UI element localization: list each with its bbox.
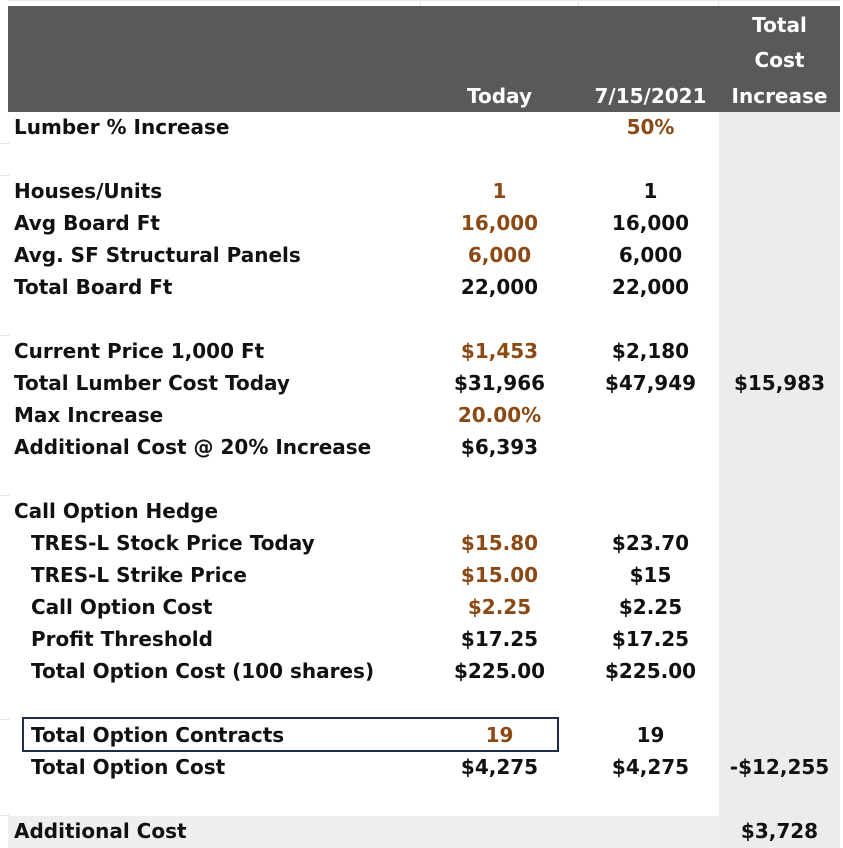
value-threshold-today: $17.25 [460, 627, 539, 651]
header-total-line1: Total [752, 13, 807, 37]
value-board-ft-date: 16,000 [611, 211, 690, 235]
label-strike: TRES-L Strike Price [31, 563, 247, 587]
value-contracts-today: 19 [485, 723, 514, 747]
value-lumber-cost-date: $47,949 [604, 371, 697, 395]
value-price-date: $2,180 [611, 339, 690, 363]
label-max-increase: Max Increase [14, 403, 164, 427]
value-option-cost-today: $2.25 [467, 595, 532, 619]
label-total-opt-100: Total Option Cost (100 shares) [31, 659, 375, 683]
value-strike-date: $15 [629, 563, 672, 587]
value-lumber-pct: 50% [626, 115, 675, 139]
value-total-opt-100-today: $225.00 [453, 659, 546, 683]
value-houses-today: 1 [492, 179, 507, 203]
value-stock-price-today: $15.80 [460, 531, 539, 555]
label-panels: Avg. SF Structural Panels [14, 243, 301, 267]
label-total-board: Total Board Ft [14, 275, 173, 299]
value-total-opt-date: $4,275 [611, 755, 690, 779]
section-call-option-hedge: Call Option Hedge [14, 499, 219, 523]
value-lumber-cost-total: $15,983 [733, 371, 826, 395]
label-option-cost: Call Option Cost [31, 595, 213, 619]
value-price-today: $1,453 [460, 339, 539, 363]
value-total-opt-100-date: $225.00 [604, 659, 697, 683]
label-contracts: Total Option Contracts [31, 723, 285, 747]
value-option-cost-date: $2.25 [618, 595, 683, 619]
label-lumber-pct: Lumber % Increase [14, 115, 230, 139]
value-strike-today: $15.00 [460, 563, 539, 587]
value-total-board-date: 22,000 [611, 275, 690, 299]
value-panels-today: 6,000 [467, 243, 532, 267]
value-total-board-today: 22,000 [460, 275, 539, 299]
header-date: 7/15/2021 [594, 84, 707, 108]
value-additional-cost: $3,728 [740, 819, 819, 843]
value-houses-date: 1 [643, 179, 658, 203]
label-houses: Houses/Units [14, 179, 163, 203]
value-max-increase: 20.00% [457, 403, 542, 427]
value-threshold-date: $17.25 [611, 627, 690, 651]
label-threshold: Profit Threshold [31, 627, 213, 651]
value-total-opt-total: -$12,255 [729, 755, 830, 779]
label-add-cost-20: Additional Cost @ 20% Increase [14, 435, 372, 459]
value-add-cost-20: $6,393 [460, 435, 539, 459]
header-total-line2: Cost [754, 48, 805, 72]
header-total-line3: Increase [731, 84, 828, 108]
header-today: Today [467, 84, 532, 108]
label-stock-price: TRES-L Stock Price Today [31, 531, 315, 555]
value-total-opt-today: $4,275 [460, 755, 539, 779]
value-board-ft-today: 16,000 [460, 211, 539, 235]
label-price: Current Price 1,000 Ft [14, 339, 265, 363]
label-lumber-cost: Total Lumber Cost Today [14, 371, 290, 395]
value-lumber-cost-today: $31,966 [453, 371, 546, 395]
value-panels-date: 6,000 [618, 243, 683, 267]
label-board-ft: Avg Board Ft [14, 211, 160, 235]
value-contracts-date: 19 [636, 723, 665, 747]
label-total-opt: Total Option Cost [31, 755, 226, 779]
total-column-bg [719, 112, 840, 848]
value-stock-price-date: $23.70 [611, 531, 690, 555]
label-additional-cost: Additional Cost [14, 819, 187, 843]
